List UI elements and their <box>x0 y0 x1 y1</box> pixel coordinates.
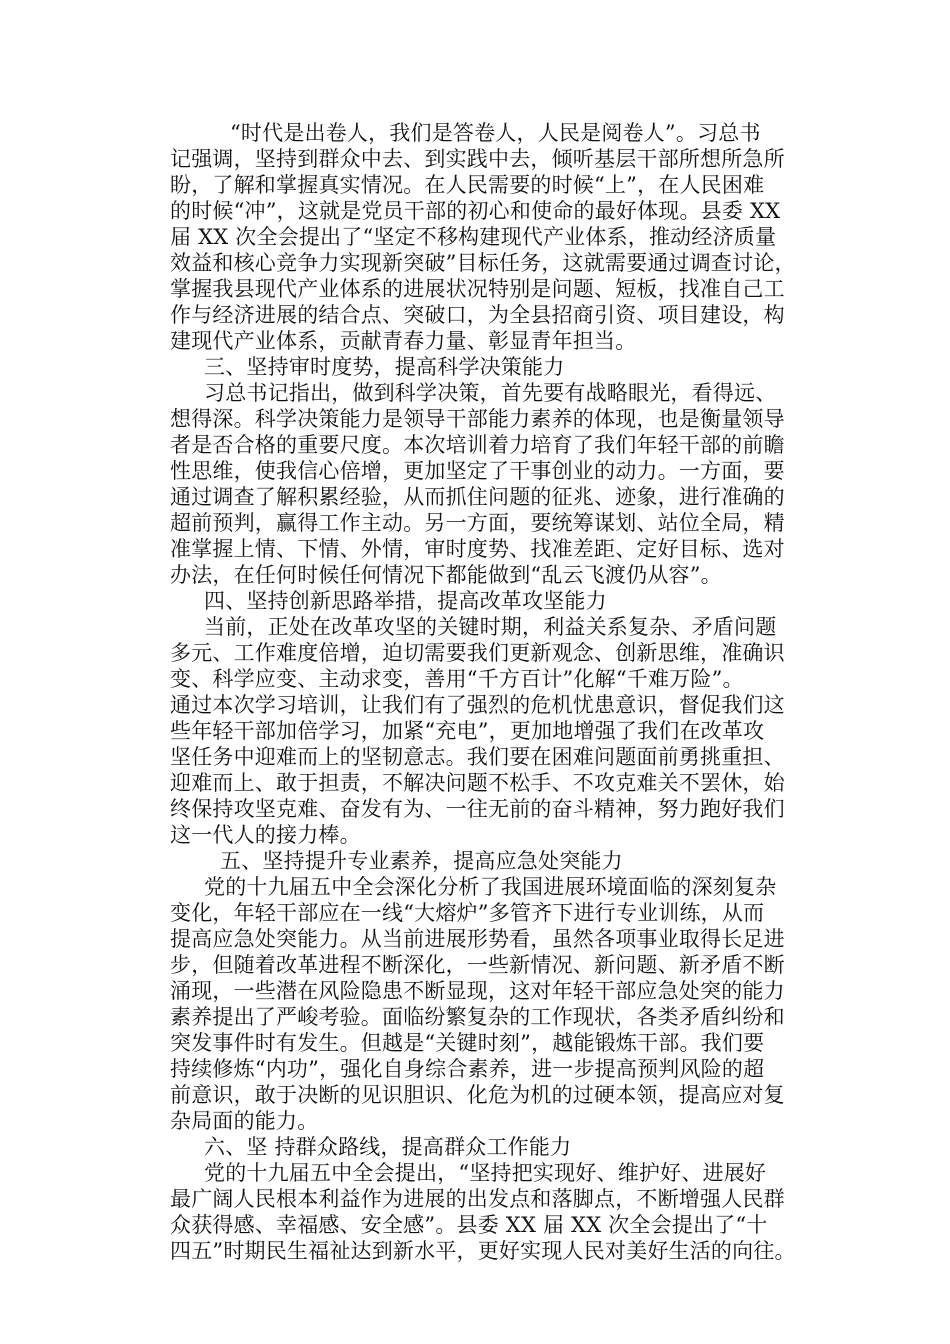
paragraph-line: 持续修炼“内功”，强化自身综合素养，进一步提高预判风险的超 <box>170 1057 765 1081</box>
paragraph-line: 提高应急处突能力。从当前进展形势看，虽然各项事业取得长足进 <box>170 927 785 951</box>
paragraph-line: 盼，了解和掌握真实情况。在人民需要的时候“上”，在人民困难 <box>170 173 765 197</box>
paragraph-line: 当前，正处在改革攻坚的关键时期，利益关系复杂、矛盾问题 <box>204 615 777 639</box>
paragraph-6 <box>170 1160 820 1264</box>
section-heading-4: 四、坚持创新思路举措，提高改革攻坚能力 <box>204 589 607 613</box>
section-heading-6: 六、坚 持群众路线，提高群众工作能力 <box>204 1135 572 1159</box>
paragraph-line: 想得深。科学决策能力是领导干部能力素养的体现，也是衡量领导 <box>170 407 785 431</box>
paragraph-line: 这一代人的接力棒。 <box>170 823 361 847</box>
paragraph-line: 步，但随着改革进程不断深化，一些新情况、新问题、新矛盾不断 <box>170 953 785 977</box>
paragraph-line: 涌现，一些潜在风险隐患不断显现，这对年轻干部应急处突的能力 <box>170 979 785 1003</box>
paragraph-line: 届 XX 次全会提出了“坚定不移构建现代产业体系，推动经济质量 <box>170 225 777 249</box>
paragraph-4 <box>170 614 820 848</box>
paragraph-line: 最广阔人民根本利益作为进展的出发点和落脚点，不断增强人民群 <box>170 1187 785 1211</box>
paragraph-line: 变、科学应变、主动求变，善用“千方百计”化解“千难万险”。 <box>170 667 744 691</box>
paragraph-1 <box>170 120 820 354</box>
paragraph-line: “时代是出卷人，我们是答卷人，人民是阅卷人”。习总书 <box>230 121 761 145</box>
paragraph-line: 的时候“冲”，这就是党员干部的初心和使命的最好体现。县委 XX <box>170 199 781 223</box>
paragraph-5 <box>170 874 820 1134</box>
paragraph-line: 通过调查了解积累经验，从而抓住问题的征兆、迹象，进行准确的 <box>170 485 785 509</box>
section-heading-3: 三、坚持审时度势，提高科学决策能力 <box>204 355 565 379</box>
paragraph-line: 掌握我县现代产业体系的进展状况特别是问题、短板，找准自己工 <box>170 277 785 301</box>
paragraph-3 <box>170 380 820 588</box>
paragraph-line: 效益和核心竞争力实现新突破”目标任务，这就需要通过调查讨论， <box>170 251 796 275</box>
paragraph-line: 者是否合格的重要尺度。本次培训着力培育了我们年轻干部的前瞻 <box>170 433 785 457</box>
document-body <box>170 120 820 1264</box>
paragraph-line: 多元、工作难度倍增，迫切需要我们更新观念、创新思维，准确识 <box>170 641 785 665</box>
paragraph-line: 杂局面的能力。 <box>170 1109 319 1133</box>
paragraph-line: 素养提出了严峻考验。面临纷繁复杂的工作现状，各类矛盾纠纷和 <box>170 1005 785 1029</box>
paragraph-line: 坚任务中迎难而上的坚韧意志。我们要在困难问题面前勇挑重担、 <box>170 745 785 769</box>
paragraph-line: 前意识，敢于决断的见识胆识、化危为机的过硬本领，提高应对复 <box>170 1083 785 1107</box>
paragraph-line: 作与经济进展的结合点、突破口，为全县招商引资、项目建设，构 <box>170 303 785 327</box>
paragraph-line: 些年轻干部加倍学习，加紧“充电”，更加地增强了我们在改革攻 <box>170 719 765 743</box>
paragraph-line: 建现代产业体系，贡献青春力量、彰显青年担当。 <box>170 329 637 353</box>
paragraph-line: 突发事件时有发生。但越是“关键时刻”，越能锻炼干部。我们要 <box>170 1031 765 1055</box>
paragraph-line: 记强调，坚持到群众中去、到实践中去，倾听基层干部所想所急所 <box>170 147 785 171</box>
paragraph-line: 准掌握上情、下情、外情，审时度势、找准差距、定好目标、选对 <box>170 537 785 561</box>
paragraph-line: 超前预判，赢得工作主动。另一方面，要统筹谋划、站位全局，精 <box>170 511 785 535</box>
paragraph-line: 办法，在任何时候任何情况下都能做到“乱云飞渡仍从容”。 <box>170 563 722 587</box>
paragraph-line: 性思维，使我信心倍增，更加坚定了干事创业的动力。一方面，要 <box>170 459 785 483</box>
paragraph-line: 党的十九届五中全会提出，“坚持把实现好、维护好、进展好 <box>204 1161 767 1185</box>
section-heading-5: 五、坚持提升专业素养，提高应急处突能力 <box>220 849 623 873</box>
paragraph-line: 党的十九届五中全会深化分析了我国进展环境面临的深刻复杂 <box>204 875 777 899</box>
paragraph-line: 终保持攻坚克难、奋发有为、一往无前的奋斗精神，努力跑好我们 <box>170 797 785 821</box>
paragraph-line: 习总书记指出，做到科学决策，首先要有战略眼光，看得远、 <box>204 381 777 405</box>
paragraph-line: 变化，年轻干部应在一线“大熔炉”多管齐下进行专业训练，从而 <box>170 901 765 925</box>
paragraph-line: 四五”时期民生福祉达到新水平，更好实现人民对美好生活的向往。 <box>170 1239 796 1263</box>
paragraph-line: 迎难而上、敢于担责，不解决问题不松手、不攻克难关不罢休，始 <box>170 771 785 795</box>
paragraph-line: 通过本次学习培训，让我们有了强烈的危机忧患意识，督促我们这 <box>170 693 785 717</box>
paragraph-line: 众获得感、幸福感、安全感”。县委 XX 届 XX 次全会提出了“十 <box>170 1213 768 1237</box>
